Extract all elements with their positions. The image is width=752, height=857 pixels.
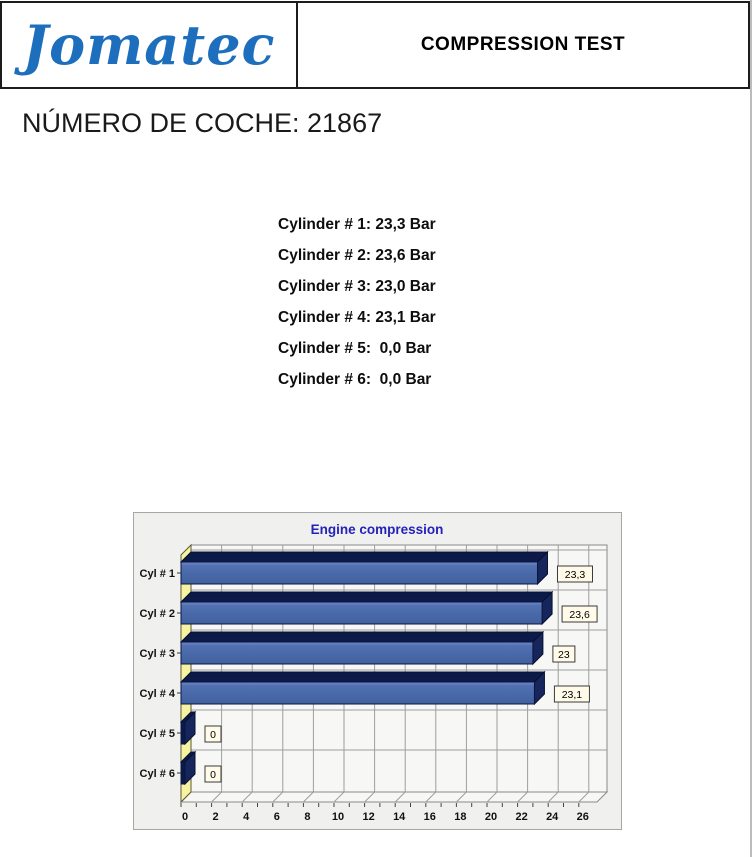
cylinder-reading: Cylinder # 3: 23,0 Bar <box>278 278 436 295</box>
x-axis-tick-label: 14 <box>393 811 406 823</box>
x-axis-tick-label: 4 <box>243 811 250 823</box>
x-axis-tick-label: 0 <box>181 811 189 823</box>
cylinder-reading: Cylinder # 1: 23,3 Bar <box>278 216 436 233</box>
bar-front-face <box>181 722 185 744</box>
x-axis-tick-label: 8 <box>304 811 311 823</box>
bar-top-face <box>181 672 544 682</box>
category-label: Cyl # 3 <box>139 648 175 660</box>
cylinder-reading: Cylinder # 5: 0,0 Bar <box>278 340 432 357</box>
x-axis-tick-label: 26 <box>576 811 589 823</box>
bar-cyl-1 <box>181 552 547 584</box>
logo-cell <box>2 3 296 87</box>
x-axis-tick-label: 6 <box>273 811 280 823</box>
value-label: 0 <box>210 729 216 741</box>
header-title-cell <box>296 3 748 87</box>
x-axis-tick-label: 24 <box>546 811 559 823</box>
category-label: Cyl # 2 <box>139 608 175 620</box>
x-axis-tick-label: 22 <box>515 811 528 823</box>
bar-top-face <box>181 632 543 642</box>
bar-front-face <box>181 682 534 704</box>
value-label: 23,3 <box>564 569 586 581</box>
x-axis-tick-label: 12 <box>362 811 375 823</box>
value-label: 23,1 <box>561 689 583 701</box>
plot-floor <box>181 792 607 802</box>
x-axis-tick-label: 18 <box>454 811 467 823</box>
compression-chart-svg <box>133 512 622 830</box>
bar-front-face <box>181 562 537 584</box>
cylinder-reading: Cylinder # 6: 0,0 Bar <box>278 371 432 388</box>
value-label: 0 <box>210 769 216 781</box>
car-number-line: NÚMERO DE COCHE: 21867 <box>22 108 383 138</box>
cylinder-reading: Cylinder # 2: 23,6 Bar <box>278 247 436 264</box>
bar-front-face <box>181 762 185 784</box>
cylinder-readings <box>278 209 436 395</box>
x-axis-tick-label: 20 <box>484 811 498 823</box>
category-label: Cyl # 6 <box>139 768 175 780</box>
bar-cyl-4 <box>181 672 544 704</box>
category-label: Cyl # 4 <box>139 688 175 700</box>
bar-cyl-3 <box>181 632 543 664</box>
bar-front-face <box>181 642 533 664</box>
report-title: COMPRESSION TEST <box>420 34 626 55</box>
cylinder-reading: Cylinder # 4: 23,1 Bar <box>278 309 436 326</box>
x-axis-tick-label: 16 <box>423 811 436 823</box>
bar-front-face <box>181 602 542 624</box>
bar-cyl-2 <box>181 592 552 624</box>
bar-top-face <box>181 592 552 602</box>
category-label: Cyl # 1 <box>139 568 175 580</box>
report-header <box>0 1 750 89</box>
jomatec-logo: Jomatec <box>22 13 276 77</box>
chart-title: Engine compression <box>310 522 444 537</box>
value-label: 23 <box>558 649 570 661</box>
bar-top-face <box>181 552 547 562</box>
compression-chart <box>133 512 622 830</box>
value-label: 23,6 <box>569 609 590 621</box>
category-label: Cyl # 5 <box>139 728 175 740</box>
x-axis-tick-label: 2 <box>212 811 219 823</box>
x-axis-tick-label: 10 <box>331 811 345 823</box>
